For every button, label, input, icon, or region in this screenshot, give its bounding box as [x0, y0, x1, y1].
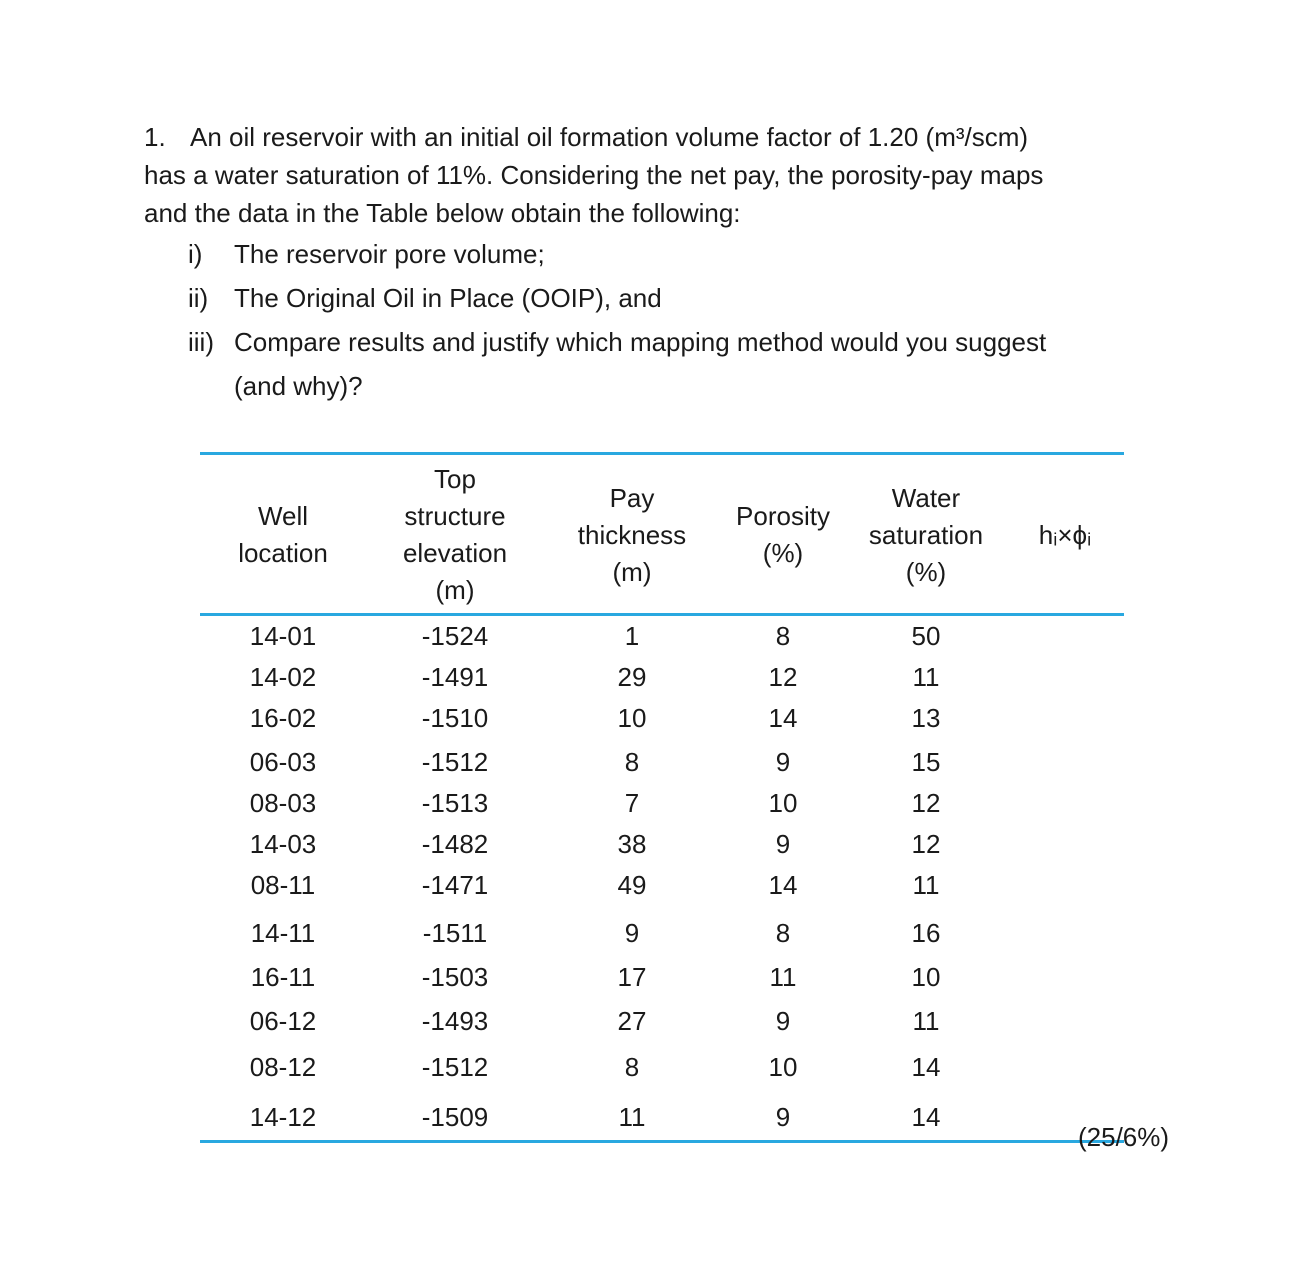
- header-porosity: [720, 454, 846, 615]
- cell-pay-thickness: 17: [617, 962, 647, 992]
- cell-h-times-phi: [1006, 906, 1124, 954]
- cell-h-times-phi: [1006, 865, 1124, 906]
- cell-porosity: 10: [768, 788, 798, 818]
- cell-top-elevation: -1512: [421, 1052, 489, 1082]
- table-row: [200, 698, 1124, 739]
- table-row: [200, 1042, 1124, 1088]
- table-row: [200, 615, 1124, 658]
- cell-h-times-phi: [1006, 1042, 1124, 1088]
- sub-question-i: [144, 232, 1154, 276]
- cell-top-elevation: -1493: [421, 1006, 489, 1036]
- cell-porosity: 8: [775, 621, 791, 651]
- cell-top-elevation: -1524: [421, 621, 489, 651]
- question-block: [144, 118, 1154, 408]
- table-row: [200, 906, 1124, 954]
- table-header: [200, 454, 1124, 615]
- cell-pay-thickness: 1: [624, 621, 640, 651]
- cell-pay-thickness: 10: [617, 703, 647, 733]
- header-text: (m): [612, 556, 652, 587]
- sub-question-iii: [144, 320, 1154, 408]
- table-row: [200, 739, 1124, 783]
- header-text: elevation: [402, 538, 508, 568]
- table-row: [200, 783, 1124, 824]
- cell-h-times-phi: [1006, 824, 1124, 865]
- table-row: [200, 1088, 1124, 1142]
- cell-pay-thickness: 11: [544, 1088, 720, 1142]
- question-line-1: [144, 118, 1154, 156]
- sub-question-text: Compare results and justify which mapping method would you suggest: [234, 327, 1047, 357]
- header-text: saturation: [868, 519, 984, 550]
- header-text: Water: [891, 482, 961, 513]
- cell-water-saturation: 13: [911, 703, 941, 733]
- cell-porosity: 12: [768, 662, 798, 692]
- cell-top-elevation: -1512: [421, 747, 489, 777]
- cell-water-saturation: 14: [846, 1088, 1006, 1142]
- marks-label: (25/6%): [1078, 1122, 1170, 1152]
- well-data-table: [200, 452, 1124, 1143]
- cell-water-saturation: 10: [911, 962, 941, 992]
- sub-question-numeral: iii): [188, 327, 214, 357]
- cell-porosity: 9: [775, 747, 791, 777]
- cell-water-saturation: 11: [912, 662, 940, 692]
- cell-pay-thickness: 49: [617, 870, 647, 900]
- cell-top-elevation: -1471: [421, 870, 489, 900]
- header-text: (%): [905, 556, 947, 587]
- cell-top-elevation: -1513: [421, 788, 489, 818]
- cell-h-times-phi: [1006, 698, 1124, 739]
- cell-well-location: 08-03: [249, 788, 317, 818]
- sub-question-numeral: i): [188, 239, 203, 269]
- cell-pay-thickness: 8: [624, 747, 640, 777]
- cell-porosity: 9: [775, 1006, 791, 1036]
- cell-well-location: 14-03: [249, 829, 317, 859]
- well-data-table-wrapper: [200, 452, 1124, 1143]
- header-water-saturation: [846, 454, 1006, 615]
- cell-top-elevation: -1511: [422, 918, 488, 948]
- table-row: [200, 865, 1124, 906]
- cell-well-location: 06-12: [249, 1006, 317, 1036]
- cell-h-times-phi: [1006, 739, 1124, 783]
- cell-porosity: 9: [775, 829, 791, 859]
- cell-well-location: 14-01: [249, 621, 317, 651]
- cell-water-saturation: 11: [912, 1006, 940, 1036]
- cell-water-saturation: 12: [911, 788, 941, 818]
- table-body: [200, 615, 1124, 1142]
- sub-question-text-continued: (and why)?: [234, 371, 363, 401]
- header-row: [200, 454, 1124, 615]
- header-text: Pay: [609, 482, 655, 513]
- header-text: Top: [434, 464, 476, 494]
- sub-question-list: [144, 232, 1154, 408]
- table-row: [200, 657, 1124, 698]
- cell-h-times-phi: [1006, 783, 1124, 824]
- cell-water-saturation: 11: [912, 870, 940, 900]
- table-row: [200, 954, 1124, 998]
- cell-h-times-phi: [1006, 954, 1124, 998]
- cell-water-saturation: 50: [911, 621, 941, 651]
- cell-top-elevation: -1491: [421, 662, 489, 692]
- cell-top-elevation: -1482: [421, 829, 489, 859]
- sub-question-ii: [144, 276, 1154, 320]
- header-top-structure-elevation: [366, 454, 544, 615]
- sub-question-text: The Original Oil in Place (OOIP), and: [234, 283, 662, 313]
- cell-porosity: 14: [768, 870, 798, 900]
- sub-question-text: The reservoir pore volume;: [234, 239, 545, 269]
- cell-well-location: 08-12: [249, 1052, 317, 1082]
- question-text-line-1: An oil reservoir with an initial oil formation volume factor of 1.20 (m³/scm): [190, 122, 1029, 152]
- cell-pay-thickness: 8: [624, 1052, 640, 1082]
- cell-water-saturation: 14: [911, 1052, 941, 1082]
- cell-pay-thickness: 9: [624, 918, 640, 948]
- cell-top-elevation: -1503: [421, 962, 489, 992]
- cell-pay-thickness: 27: [617, 1006, 647, 1036]
- cell-h-times-phi: [1006, 998, 1124, 1042]
- cell-porosity: 14: [768, 703, 798, 733]
- cell-porosity: 8: [775, 918, 791, 948]
- header-text: (%): [762, 538, 804, 568]
- cell-well-location: 08-11: [250, 870, 316, 900]
- header-text: (m): [435, 575, 475, 605]
- table-row: [200, 998, 1124, 1042]
- cell-water-saturation: 12: [911, 829, 941, 859]
- cell-well-location: 16-11: [250, 962, 316, 992]
- cell-top-elevation: -1510: [421, 703, 489, 733]
- header-h-times-phi: [1006, 454, 1124, 615]
- header-text: Well: [257, 501, 309, 531]
- cell-pay-thickness: 38: [617, 829, 647, 859]
- question-text-line-2: has a water saturation of 11%. Considering the net pay, the porosity-pay maps: [144, 160, 1044, 190]
- cell-porosity: 10: [768, 1052, 798, 1082]
- header-well-location: [200, 454, 366, 615]
- cell-pay-thickness: 29: [617, 662, 647, 692]
- cell-porosity: 11: [769, 962, 797, 992]
- question-number: 1.: [144, 122, 166, 152]
- question-text-line-3: and the data in the Table below obtain the following:: [144, 198, 741, 228]
- cell-water-saturation: 16: [911, 918, 941, 948]
- cell-pay-thickness: 7: [624, 788, 640, 818]
- header-text: location: [238, 538, 328, 568]
- header-text: Porosity: [736, 501, 830, 531]
- cell-h-times-phi: [1006, 657, 1124, 698]
- cell-h-times-phi: [1006, 615, 1124, 658]
- header-text: thickness: [577, 519, 687, 550]
- sub-question-numeral: ii): [188, 283, 209, 313]
- cell-water-saturation: 15: [911, 747, 941, 777]
- header-text: structure: [404, 501, 506, 531]
- cell-top-elevation: -1509: [366, 1088, 544, 1142]
- table-row: [200, 824, 1124, 865]
- cell-well-location: 16-02: [249, 703, 317, 733]
- header-text: hᵢ×ϕᵢ: [1038, 519, 1092, 550]
- cell-porosity: 9: [720, 1088, 846, 1142]
- cell-well-location: 14-11: [250, 918, 316, 948]
- cell-well-location: 14-02: [249, 662, 317, 692]
- cell-well-location: 06-03: [249, 747, 317, 777]
- cell-well-location: 14-12: [200, 1088, 366, 1142]
- header-pay-thickness: [544, 454, 720, 615]
